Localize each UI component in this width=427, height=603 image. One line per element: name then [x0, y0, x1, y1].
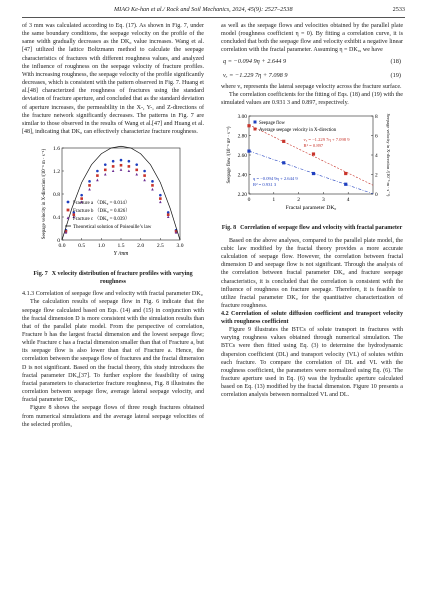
data-point	[96, 179, 99, 182]
data-point	[120, 164, 123, 167]
caption-text: X velocity distribution of fracture profiles with varying roughness	[51, 271, 193, 285]
y-tick-label: 1.2	[53, 169, 60, 176]
legend-label: Seepage flow	[259, 121, 285, 127]
data-point	[282, 140, 285, 143]
figure-number: Fig. 7	[33, 271, 48, 278]
x-tick-label: 1.5	[117, 243, 125, 250]
x-tick-label: 0.5	[78, 243, 86, 250]
caption-text: Correlation of seepage flow and velocity with fractal parameter	[240, 225, 403, 232]
x-axis-label: Y /mm	[113, 251, 129, 258]
data-point	[104, 164, 107, 167]
data-point	[254, 121, 257, 124]
x-tick-label: 4	[346, 197, 350, 204]
data-point	[143, 174, 146, 177]
y-tick-label: 3.00	[237, 114, 247, 121]
y-tick-label: 2.60	[237, 153, 247, 160]
data-point	[67, 201, 70, 204]
data-point	[151, 180, 154, 183]
y-tick-label: 1.6	[53, 146, 60, 153]
y-axis-label: Seepage velocity in X-direction /(10⁻⁶ m · s⁻¹)	[42, 149, 47, 240]
data-point	[247, 124, 250, 127]
y-tick-label: 0.8	[53, 192, 60, 199]
fit-r2: R² = 0.931 3	[253, 182, 277, 188]
data-point	[88, 180, 91, 183]
legend	[254, 121, 337, 134]
data-point	[282, 161, 285, 164]
y-tick-label: 0	[57, 238, 60, 245]
data-point	[80, 194, 83, 197]
data-series	[247, 150, 373, 194]
x-tick-label: 3	[322, 197, 325, 204]
data-point	[96, 174, 99, 177]
section-heading: 4.1.3 Correlation of seepage flow and velocity with fractal parameter DK₀	[22, 291, 203, 298]
fit-r2: R² = 0.897	[303, 143, 324, 149]
legend-label: Fracture a （DK₀ = 0.014）	[73, 201, 130, 207]
data-point	[112, 170, 115, 173]
data-point	[247, 150, 250, 153]
data-point	[88, 184, 91, 187]
y-right-tick-label: 8	[375, 114, 378, 121]
figure-number: Fig. 8	[221, 225, 237, 232]
data-point	[128, 170, 131, 173]
data-series	[65, 164, 178, 233]
data-point	[128, 160, 131, 163]
left-column	[22, 22, 204, 429]
y-axis-label: Seepage flow /(10⁻⁶ m³ · s⁻¹)	[227, 126, 232, 184]
legend-label: Average seepage velocity in X-direction	[259, 128, 337, 134]
data-point	[344, 183, 347, 186]
x-tick-label: 2.0	[137, 243, 145, 250]
data-point	[344, 172, 347, 175]
equation-18	[221, 55, 403, 69]
figure-8-chart	[221, 110, 403, 222]
equation-19	[221, 69, 403, 83]
data-point	[143, 170, 146, 173]
data-point	[159, 201, 162, 204]
x-tick-label: 2	[297, 197, 300, 204]
fit-line	[249, 151, 373, 194]
equation-number: (19)	[390, 71, 401, 79]
data-point	[167, 211, 170, 214]
data-point	[128, 165, 131, 168]
x-tick-label: 0	[247, 197, 251, 204]
data-point	[96, 170, 99, 173]
running-header	[22, 6, 405, 16]
data-point	[254, 128, 257, 131]
y-right-tick-label: 0	[375, 192, 378, 199]
figure-7-chart	[22, 140, 204, 268]
equation-text: q = −0.094 9η + 2.644 9	[223, 57, 287, 65]
data-point	[104, 169, 107, 172]
x-tick-label: 2.5	[156, 243, 164, 250]
data-point	[151, 188, 154, 191]
data-point	[135, 173, 138, 176]
data-point	[312, 172, 315, 175]
fit-equation: vₓ = −1.229 7η + 7.098 9	[303, 137, 350, 143]
paragraph: of 3 mm was calculated according to Eq. (17). As shown in Fig. 7, under the same boundary conditions, the seepage velocity on the profile of the same width gradually decreases as the DK₀ value increases. Wang et al.[47] utilized the lattice Boltzmann method to calculate the seepage characteristics of fractures with different roughness values, and analyzed the influence of roughness on the seepage velocity of fracture profiles. With increasing roughness, the seepage velocity of the profile significantly decreases, which is consistent with the pattern observed in Fig. 7. Huang et al.[48] characterized the roughness of fractures using the standard deviation of fracture aperture, and concluded that as the standard deviation of aperture increases, the permeability in the X-, Y-, and Z-directions of the fracture network significantly decreases. The patterns in Fig. 7 are similar to those observed in the results of Wang et al.[47] and Huang et al.[48], indicating that DK₀ can effectively characterize fracture roughness.	[22, 23, 204, 136]
y-tick-label: 0.4	[53, 215, 60, 222]
data-point	[159, 197, 162, 200]
data-point	[88, 188, 91, 191]
y-tick-label: 2.20	[237, 192, 247, 199]
x-tick-label: 1.0	[97, 243, 105, 250]
figure-8-caption	[221, 225, 403, 233]
x-tick-label: 3.0	[176, 243, 184, 250]
data-point	[112, 165, 115, 168]
y-right-axis-label: Seepage velocity in X-direction /(10⁻⁶ m · s⁻¹)	[386, 113, 391, 197]
data-point	[112, 160, 115, 163]
paragraph: The correlation coefficients for the fitting of Eqs. (18) and (19) with the simulated values are 0.931 3 and 0.897, respectively.	[221, 91, 403, 106]
section-heading: 4.2 Correlation of solute diffusion coefficient and transport velocity with roughness coefficient	[221, 311, 403, 326]
data-point	[135, 164, 138, 167]
figure-7	[22, 140, 204, 286]
figure-7-caption	[22, 271, 204, 286]
header-rule	[22, 17, 405, 18]
paragraph: Figure 8 shows the seepage flows of three rough fractures obtained from numerical simulations and the average lateral seepage velocities of the selected profiles,	[22, 405, 204, 428]
legend	[65, 200, 152, 230]
page-number: 2533	[392, 6, 405, 13]
paragraph: Based on the above analyses, compared to the parallel plate model, the cubic law modified by the fractal theory provides a more accurate calculation of seepage flow. However, the correlation between fractal dimension D and seepage flow is not significant. Through the analysis of the correlation between fractal parameter DK₀ and fracture seepage characteristics, it is concluded that the correlation is consistent with the influence of roughness on fracture seepage. Therefore, it is feasible to utilize fractal parameter DK₀ for the quantitative characterization of fracture roughness.	[221, 237, 403, 309]
data-point	[135, 169, 138, 172]
data-point	[104, 173, 107, 176]
y-right-tick-label: 6	[375, 133, 378, 140]
data-point	[67, 209, 70, 212]
data-point	[120, 159, 123, 162]
legend-label: Fracture c （DK₀ = 0.039）	[73, 217, 130, 223]
equation-number: (18)	[390, 57, 401, 65]
paragraph: as well as the seepage flows and velocities obtained by the parallel plate model (roughness coefficient η = 0). By fitting a correlation curve, it is concluded that both the seepage flow and velocity exhibit a negative linear correlation with the fractal parameter. Assuming η = DK₀, we have	[221, 23, 403, 54]
y-right-tick-label: 2	[375, 172, 378, 179]
paragraph: Figure 9 illustrates the BTCs of solute transport in fractures with varying roughness values obtained through numerical simulation. The BTCs were then fitted using Eq. (3) to determine the hydrodynamic dispersion coefficient (DL) and transport velocity (VL) of solutes within each fracture. To compare the correlation of DL and VL with the roughness coefficient, the parameters were normalized using Eq. (6). The fracture aperture used in Eq. (6) was the hydraulic aperture calculated based on Eq. (13) modified by the fractal dimension. Figure 10 presents a correlation analysis between normalized VL and DL.	[221, 327, 403, 399]
figure-8	[221, 110, 403, 233]
right-column	[221, 22, 403, 400]
data-point	[159, 194, 162, 197]
y-right-tick-label: 4	[375, 153, 378, 160]
legend-label: Fracture b （DK₀ = 0.026）	[73, 209, 131, 215]
fit-equation: q = −0.094 9η + 2.644 9	[253, 176, 298, 182]
y-tick-label: 2.80	[237, 133, 247, 140]
journal-title: MIAO Ke-han et al./ Rock and Soil Mechanics, 2024, 45(9): 2527–2538	[114, 6, 293, 13]
data-point	[80, 197, 83, 200]
paragraph: The calculation results of seepage flow in Fig. 6 indicate that the seepage flow calculated based on Eqs. (14) and (15) in conjunction with the fractal dimension D is more consistent with the simulation results than that of the parallel plate model. From the perspective of correlation, Fracture b has the largest fractal dimension and the lowest seepage flow; while Fracture c has a fractal dimension smaller than that of Fracture a, but its seepage flow is also lower than that of Fracture a. Hence, the correlation between the seepage flow of fractures and the fractal dimension D is not significant. Based on the fractal theory, this study introduces the fractal parameter DK₀[37]. To further explore the feasibility of using fractal parameters to characterize fracture roughness, Fig. 8 illustrates the correlation between seepage flow, average lateral seepage velocity, and fractal parameter DK₀.	[22, 299, 204, 404]
data-point	[151, 184, 154, 187]
x-tick-label: 0.0	[58, 243, 66, 250]
x-axis-label: Fractal parameter DK₀	[285, 205, 337, 212]
paragraph: where vₓ represents the lateral seepage velocity across the fracture surface.	[221, 83, 402, 90]
data-point	[120, 168, 123, 171]
y-tick-label: 2.40	[237, 172, 247, 179]
x-tick-label: 1	[272, 197, 276, 204]
data-point	[143, 179, 146, 182]
legend-label: Theoretical solution of Poiseuille’s law	[73, 225, 152, 231]
equation-text: vₓ = −1.229 7η + 7.098 9	[223, 71, 288, 79]
data-point	[312, 153, 315, 156]
